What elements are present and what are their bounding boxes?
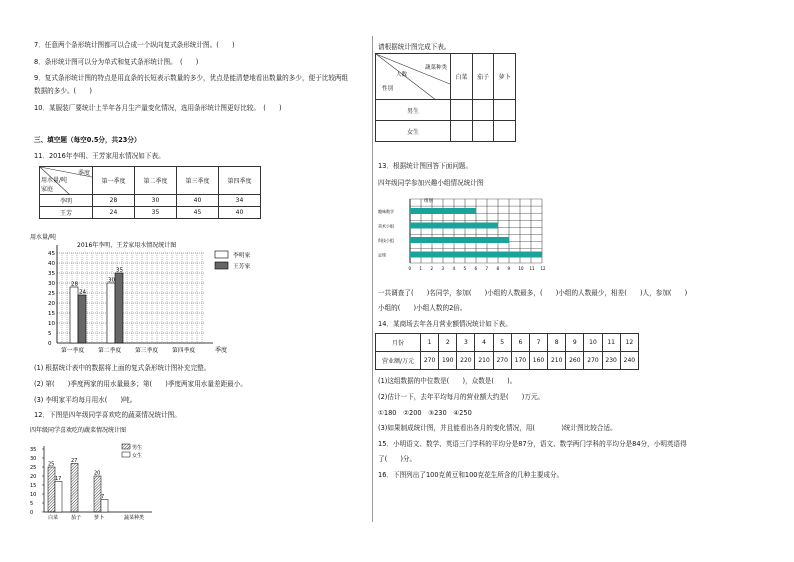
legend-swatch (215, 262, 228, 269)
bar-李明家 (107, 283, 115, 343)
data-label: 20 (94, 470, 101, 477)
month-cell: 7 (529, 334, 547, 352)
sales-value-cell: 260 (566, 352, 584, 370)
question-9: 9．复式条形统计图的特点是用直条的长短表示数量的多少，优点是能清楚地看出数量的多少，便于比较两组 (34, 74, 349, 82)
bar (410, 252, 542, 258)
y-tick-label: 0 (48, 341, 52, 347)
y-tick-label: 20 (30, 474, 37, 480)
table-header: 第四季度 (219, 167, 261, 195)
x-axis-label: 季度 (215, 347, 228, 354)
corner-veg-label: 蔬菜种类 (424, 65, 447, 71)
question-10: 10．某服装厂要统计上半年各月生产量变化情况，选用条形统计图更好比较。 ( ) (34, 104, 282, 112)
y-tick-label: 5 (48, 331, 52, 337)
x-tick-label: 6 (474, 266, 478, 271)
table-row (40, 195, 261, 207)
month-cell: 3 (457, 334, 475, 352)
bar-王芳家 (115, 273, 123, 343)
row-name: 李明 (40, 195, 93, 207)
sales-value-cell: 230 (602, 352, 620, 370)
legend-swatch (215, 251, 228, 258)
y-axis-label: 用水量/吨 (30, 234, 57, 241)
bar-女生 (101, 499, 108, 512)
y-tick-label: 15 (48, 311, 55, 317)
legend-label: 男生 (132, 445, 143, 451)
chart-title: 四年级同学喜欢吃的蔬菜情况统计图 (30, 427, 127, 434)
sales-values-row (376, 352, 639, 370)
row-name: 女生 (376, 121, 451, 142)
y-tick-label: 35 (48, 271, 55, 277)
x-tick-label: 9 (507, 266, 511, 271)
table-cell: 30 (135, 195, 177, 207)
x-tick-label: 12 (540, 266, 546, 271)
question-14-1: (1)这组数据的中位数是( )，众数是( )。 (378, 377, 517, 385)
x-tick-label: 7 (485, 266, 489, 271)
sales-value-cell: 270 (421, 352, 439, 370)
chart-title: 2016年李明、王芳家用水情况统计图 (77, 242, 177, 249)
table-header: 茄子 (472, 54, 494, 100)
x-tick-label: 白菜 (48, 515, 59, 521)
x-tick-label: 萝卜 (94, 515, 105, 521)
answer-cell[interactable] (451, 121, 473, 142)
corner-count-label: 人数 (396, 72, 408, 78)
month-cell: 2 (439, 334, 457, 352)
bar-李明家 (70, 287, 78, 343)
sales-value-cell: 270 (584, 352, 602, 370)
x-tick-label: 第三季度 (135, 348, 159, 354)
table-row (376, 100, 516, 121)
y-tick-label: 美术小组 (378, 223, 394, 229)
data-label: 27 (71, 457, 78, 464)
answer-cell[interactable] (494, 121, 516, 142)
month-label: 月份 (376, 334, 421, 352)
y-tick-label: 足球 (378, 252, 386, 258)
water-usage-table (39, 166, 261, 219)
answer-cell[interactable] (451, 100, 473, 121)
y-tick-label: 40 (48, 261, 55, 267)
bar-王芳家 (78, 295, 86, 343)
month-cell: 11 (602, 334, 620, 352)
month-cell: 9 (566, 334, 584, 352)
y-tick-label: 0 (30, 510, 34, 516)
legend-label: 李明家 (233, 253, 251, 259)
y-tick-label: 10 (30, 492, 37, 498)
section-3-heading: 三、填空题（每空0.5分，共23分） (34, 136, 141, 144)
table-cell: 40 (219, 207, 261, 219)
question-14-3: (3)如果制成统计图，并且能看出各月的变化情况，用( )统计图比较合适。 (378, 424, 617, 432)
y-tick-label: 25 (48, 291, 55, 297)
sales-value-cell: 160 (529, 352, 547, 370)
bar-男生 (94, 476, 101, 512)
vegetable-bar-chart (30, 424, 175, 524)
question-13: 13．根据统计图回答下面问题。 (378, 162, 473, 170)
sales-value-cell: 210 (475, 352, 493, 370)
question-16: 16．下图列出了100克黄豆和100克花生所含的几种主要成分。 (378, 471, 564, 479)
legend-swatch (122, 444, 130, 449)
vegetable-table (375, 53, 516, 142)
x-tick-label: 5 (463, 266, 467, 271)
table-cell: 40 (177, 195, 219, 207)
sales-value-cell: 190 (439, 352, 457, 370)
y-tick-label: 25 (30, 465, 37, 471)
question-8: 8．条形统计图可以分为单式和复式条形统计图。 ( ) (34, 58, 199, 66)
table-header: 第一季度 (93, 167, 135, 195)
month-cell: 6 (511, 334, 529, 352)
y-axis-label: 组别 (424, 199, 433, 204)
table-row (40, 207, 261, 219)
question-11-3: (3) 李明家平均每月用水( )吨。 (34, 396, 137, 404)
x-axis-label: 蔬菜种类 (124, 515, 145, 521)
corner-water-label: 用水量/吨 (41, 177, 68, 184)
legend-swatch (122, 452, 130, 457)
y-tick-label: 科技小组 (378, 238, 394, 243)
corner-season-label: 季度 (77, 170, 90, 177)
x-tick-label: 第二季度 (98, 348, 122, 354)
table-corner-cell (40, 167, 93, 195)
sales-value-cell: 270 (493, 352, 511, 370)
y-tick-label: 5 (30, 501, 34, 507)
table-header: 第三季度 (177, 167, 219, 195)
month-cell: 10 (584, 334, 602, 352)
table-header: 第二季度 (135, 167, 177, 195)
sales-value-cell: 240 (620, 352, 638, 370)
month-cell: 12 (620, 334, 638, 352)
x-tick-label: 0 (408, 266, 412, 271)
table-cell: 24 (93, 207, 135, 219)
question-11-1: (1) 根据统计表中的数据将上面的复式条形统计图补充完整。 (34, 364, 211, 372)
y-tick-label: 20 (48, 301, 55, 307)
question-11: 11．2016年李明、王芳家用水情况如下表。 (34, 152, 165, 160)
y-tick-label: 45 (48, 251, 55, 257)
question-12: 12．下图是四年级同学喜欢吃的蔬菜情况统计图。 (34, 411, 181, 419)
column-divider (372, 36, 373, 522)
bar (410, 223, 498, 229)
question-14: 14．某商场去年各月营业额情况统计如下表。 (378, 320, 512, 328)
x-tick-label: 4 (452, 266, 456, 271)
legend-label: 女生 (132, 453, 143, 459)
corner-gender-label: 性别 (382, 86, 394, 92)
veg-table-corner (376, 54, 451, 100)
data-label: 17 (55, 475, 62, 482)
bar (410, 237, 509, 243)
bar-女生 (55, 481, 62, 512)
month-cell: 4 (475, 334, 493, 352)
water-usage-bar-chart (30, 230, 251, 360)
table-cell: 34 (219, 195, 261, 207)
question-14-2: (2)估计一下，去年平均每月的营业额大约是( )万元。 (378, 393, 545, 401)
sales-months-row (376, 334, 639, 352)
sales-value-cell: 220 (457, 352, 475, 370)
x-tick-label: 茄子 (71, 515, 82, 521)
bar-男生 (48, 467, 55, 512)
table-header: 白菜 (451, 54, 473, 100)
row-name: 王芳 (40, 207, 93, 219)
interest-chart-title: 四年级同学参加兴趣小组情况统计图 (378, 179, 484, 187)
y-tick-label: 趣味数学 (378, 209, 394, 214)
table-cell: 35 (135, 207, 177, 219)
bar-男生 (71, 463, 78, 512)
question-13-fill: 一共调查了( )名同学，参加( )小组的人数最多，( )小组的人数最少，相差( )人，参加( ) (378, 289, 688, 297)
bar (410, 208, 476, 214)
interest-group-bar-chart (378, 195, 553, 275)
answer-cell[interactable] (472, 121, 494, 142)
question-12-prompt: 请根据统计图完成下表。 (378, 43, 451, 51)
data-label: 24 (79, 289, 86, 296)
y-tick-label: 15 (30, 483, 37, 489)
x-tick-label: 3 (441, 266, 445, 271)
row-name: 男生 (376, 100, 451, 121)
answer-cell[interactable] (472, 100, 494, 121)
x-tick-label: 11 (529, 266, 535, 271)
table-header: 萝卜 (494, 54, 516, 100)
corner-family-label: 家庭 (41, 186, 54, 193)
question-11-2: (2) 第( )季度两家的用水量最多；第( )季度两家用水量差距最小。 (34, 380, 247, 388)
legend-label: 王芳家 (233, 264, 251, 270)
x-tick-label: 8 (496, 266, 500, 271)
month-cell: 8 (548, 334, 566, 352)
answer-cell[interactable] (494, 100, 516, 121)
sales-value-cell: 170 (511, 352, 529, 370)
data-label: 28 (71, 281, 78, 288)
month-cell: 1 (421, 334, 439, 352)
y-tick-label: 30 (48, 281, 55, 287)
sales-table (375, 333, 639, 370)
question-14-options: ①180 ②200 ③230 ④250 (378, 409, 472, 417)
x-tick-label: 第四季度 (172, 348, 196, 354)
question-15: 15．小明语文、数学、英语三门学科的平均分是87分，语文、数学两门学科的平均分是84分，小明英语得 (378, 440, 687, 448)
sales-value-cell: 210 (548, 352, 566, 370)
question-15-cont: 了( )分。 (378, 455, 417, 463)
value-label: 营业额/万元 (376, 352, 421, 370)
data-label: 25 (48, 461, 55, 468)
x-tick-label: 第一季度 (61, 348, 85, 354)
month-cell: 5 (493, 334, 511, 352)
data-label: 35 (116, 267, 123, 274)
question-13-fill-cont: 小组的( )小组人数的2倍。 (378, 304, 467, 312)
question-7: 7．任意两个条形统计图都可以合成一个纵向复式条形统计图。( ) (34, 41, 235, 49)
data-label: 7 (101, 493, 105, 500)
data-label: 30 (108, 277, 115, 284)
y-tick-label: 35 (30, 447, 37, 453)
x-tick-label: 1 (419, 266, 423, 271)
y-tick-label: 30 (30, 456, 37, 462)
x-tick-label: 10 (518, 266, 524, 271)
question-9-cont: 数据的多少。( ) (34, 87, 92, 95)
x-tick-label: 2 (430, 266, 434, 271)
table-cell: 28 (93, 195, 135, 207)
table-cell: 45 (177, 207, 219, 219)
y-tick-label: 10 (48, 321, 55, 327)
table-row (376, 121, 516, 142)
